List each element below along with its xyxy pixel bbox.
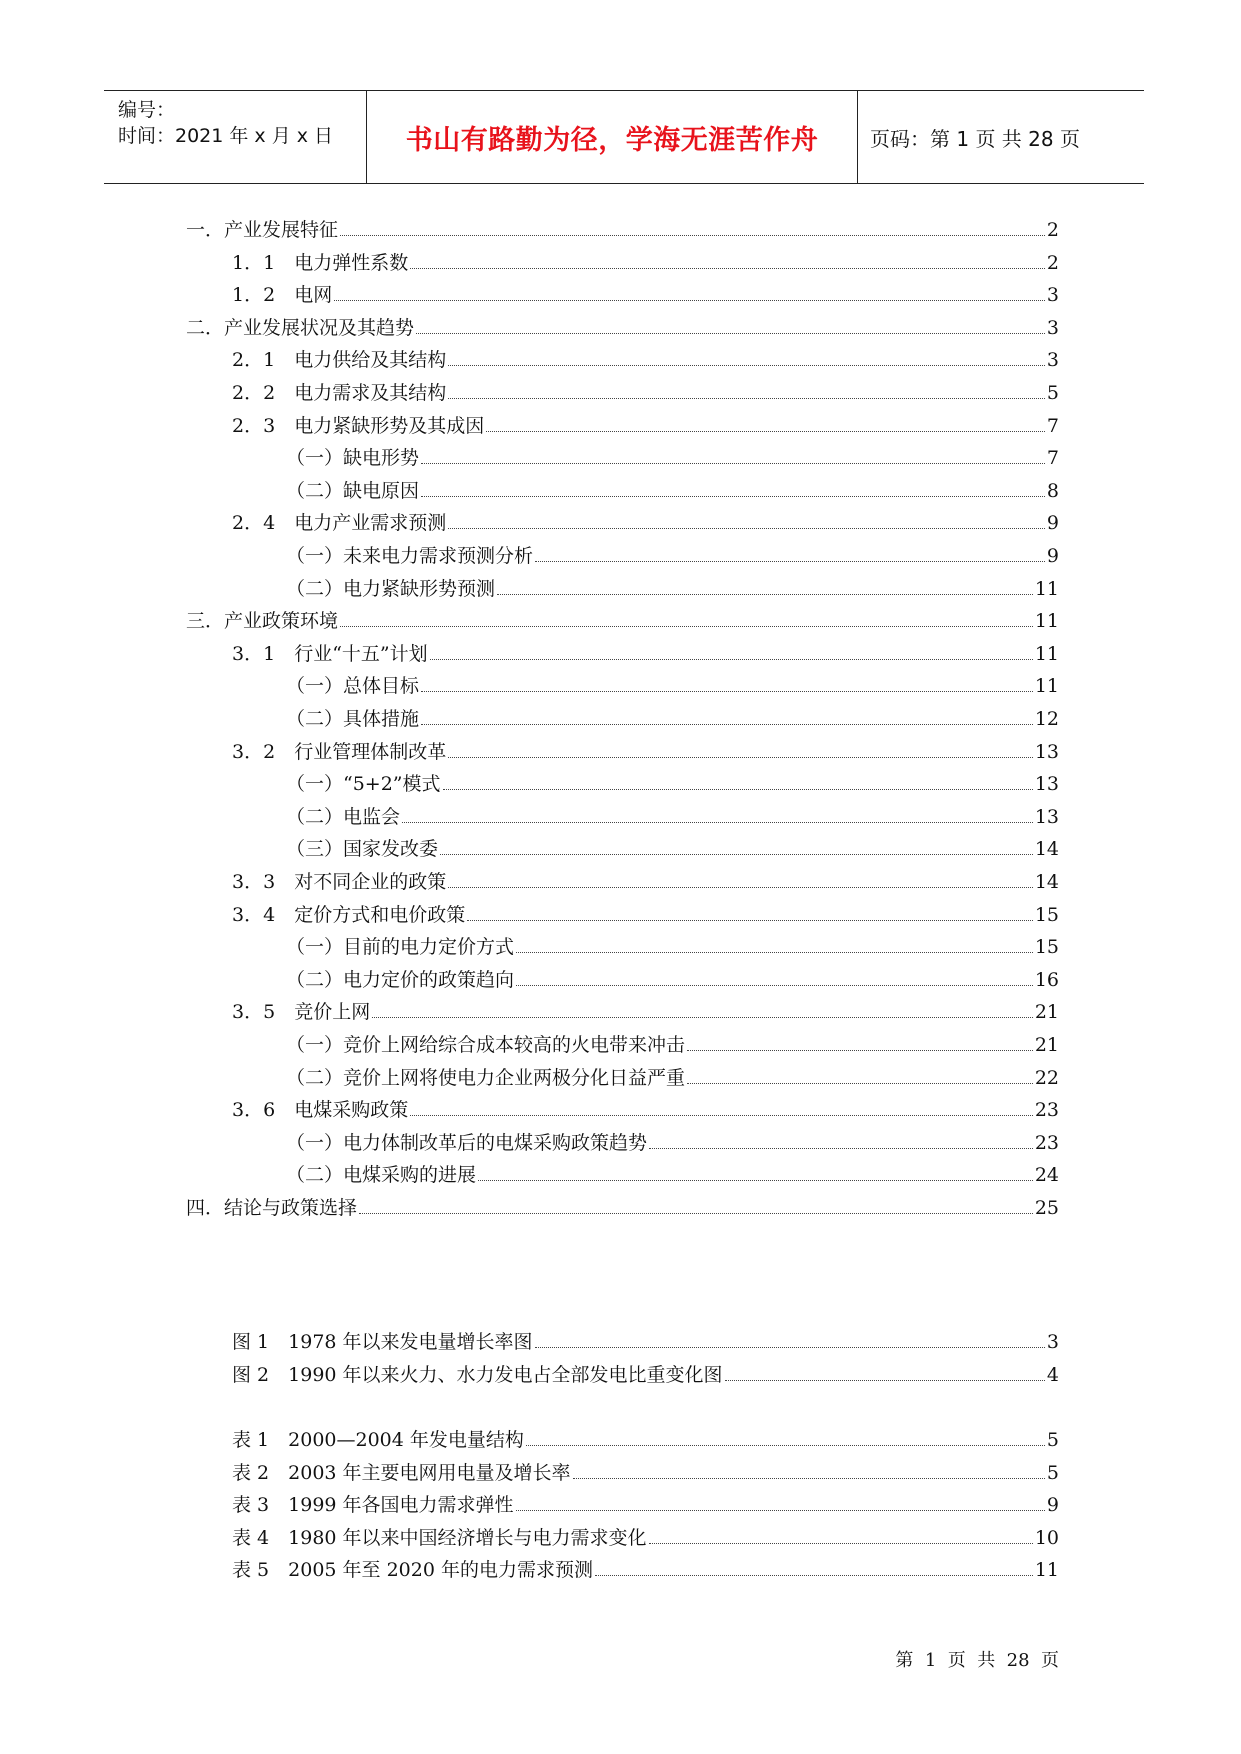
toc-entry[interactable] xyxy=(232,408,1059,438)
entry-title: 行业“十五”计划 xyxy=(294,642,428,665)
entry-page-number: 10 xyxy=(1034,1526,1059,1549)
entry-number: 2．1 xyxy=(232,349,295,372)
entry-number: 3．6 xyxy=(232,1099,295,1122)
entry-page-number: 23 xyxy=(1034,1099,1059,1122)
entry-title: （一）“5+2”模式 xyxy=(286,773,441,796)
dot-leader xyxy=(440,854,1033,855)
table-list-entry[interactable] xyxy=(232,1422,1059,1452)
entry-page-number: 15 xyxy=(1034,903,1059,926)
toc-entry[interactable] xyxy=(286,538,1059,568)
dot-leader xyxy=(649,1543,1033,1544)
entry-title: 电力产业需求预测 xyxy=(294,512,447,535)
figure-list-entry[interactable] xyxy=(232,1357,1059,1387)
entry-page-number: 12 xyxy=(1034,708,1059,730)
dot-leader xyxy=(340,235,1045,236)
toc-entry[interactable] xyxy=(232,342,1059,372)
dot-leader xyxy=(467,920,1033,921)
entry-number: 2．4 xyxy=(232,512,295,535)
dot-leader xyxy=(486,431,1045,432)
toc-entry[interactable] xyxy=(232,734,1059,764)
dot-leader xyxy=(421,724,1033,725)
entry-page-number: 11 xyxy=(1034,610,1059,633)
toc-entry[interactable] xyxy=(286,831,1059,861)
entry-number: 3．4 xyxy=(232,903,295,926)
entry-number: 一． xyxy=(186,219,225,241)
entry-page-number: 5 xyxy=(1046,382,1059,404)
document-number-label: 编号： xyxy=(118,99,176,121)
toc-entry[interactable] xyxy=(286,668,1059,698)
entry-title: 1990 年以来火力、水力发电占全部发电比重变化图 xyxy=(288,1363,723,1386)
entry-title: 1980 年以来中国经济增长与电力需求变化 xyxy=(288,1526,647,1549)
toc-entry[interactable] xyxy=(186,603,1059,633)
entry-title: （一）缺电形势 xyxy=(286,447,420,470)
entry-number: 二． xyxy=(186,316,225,339)
toc-entry[interactable] xyxy=(232,994,1059,1024)
entry-page-number: 15 xyxy=(1034,936,1059,959)
entry-number: 四． xyxy=(186,1197,225,1219)
entry-page-number: 22 xyxy=(1034,1066,1059,1089)
toc-entry[interactable] xyxy=(186,310,1059,340)
entry-number: 1．2 xyxy=(232,284,295,307)
entry-number: 3．5 xyxy=(232,1001,295,1024)
dot-leader xyxy=(421,463,1045,464)
entry-number: 3．1 xyxy=(232,642,295,665)
dot-leader xyxy=(359,1213,1033,1214)
dot-leader xyxy=(421,691,1033,692)
entry-number: 三． xyxy=(186,610,225,633)
dot-leader xyxy=(421,496,1045,497)
toc-entry[interactable] xyxy=(232,245,1059,275)
entry-page-number: 21 xyxy=(1034,1001,1059,1024)
dot-leader xyxy=(443,789,1033,790)
toc-entry[interactable] xyxy=(232,505,1059,535)
dot-leader xyxy=(448,365,1045,366)
entry-title: 结论与政策选择 xyxy=(224,1197,358,1219)
entry-title: （一）未来电力需求预测分析 xyxy=(286,545,534,567)
entry-title: （一）目前的电力定价方式 xyxy=(286,936,515,959)
dot-leader xyxy=(526,1445,1045,1446)
entry-page-number: 24 xyxy=(1034,1164,1059,1187)
entry-page-number: 3 xyxy=(1046,284,1059,307)
toc-entry[interactable] xyxy=(232,277,1059,307)
entry-title: （一）总体目标 xyxy=(286,675,420,698)
toc-entry[interactable] xyxy=(286,701,1059,731)
page-info-text: 页码：第 1 页 共 28 页 xyxy=(870,126,1080,151)
entry-number: 1．1 xyxy=(232,251,295,274)
toc-entry[interactable] xyxy=(286,1060,1059,1090)
header-page-info xyxy=(858,91,1144,183)
entry-number: 表 5 xyxy=(232,1559,289,1582)
entry-page-number: 3 xyxy=(1046,1331,1059,1353)
entry-page-number: 9 xyxy=(1046,545,1059,567)
dot-leader xyxy=(430,659,1033,660)
dot-leader xyxy=(725,1380,1045,1381)
toc-entry[interactable] xyxy=(286,799,1059,829)
page-footer: 第 1 页 共 28 页 xyxy=(895,1650,1059,1671)
entry-title: 1978 年以来发电量增长率图 xyxy=(288,1331,533,1353)
entry-page-number: 11 xyxy=(1034,577,1059,600)
entry-page-number: 5 xyxy=(1046,1461,1059,1484)
dot-leader xyxy=(334,300,1045,301)
dot-leader xyxy=(516,985,1033,986)
entry-title: 2003 年主要电网用电量及增长率 xyxy=(288,1461,571,1484)
toc-entry[interactable] xyxy=(286,962,1059,992)
entry-title: （二）电煤采购的进展 xyxy=(286,1164,477,1187)
dot-leader xyxy=(535,1347,1045,1348)
entry-title: 电网 xyxy=(294,284,333,307)
entry-page-number: 23 xyxy=(1034,1131,1059,1154)
table-list-entry[interactable] xyxy=(232,1455,1059,1485)
entry-number: 2．2 xyxy=(232,382,295,404)
toc-entry[interactable] xyxy=(286,473,1059,503)
entry-number: 图 2 xyxy=(232,1363,289,1386)
entry-title: 电力供给及其结构 xyxy=(294,349,447,372)
entry-page-number: 11 xyxy=(1034,642,1059,665)
toc-entry[interactable] xyxy=(232,375,1059,405)
dot-leader xyxy=(410,1115,1033,1116)
entry-title: （一）电力体制改革后的电煤采购政策趋势 xyxy=(286,1131,648,1154)
entry-page-number: 13 xyxy=(1034,805,1059,828)
entry-title: 电煤采购政策 xyxy=(294,1099,409,1122)
entry-page-number: 7 xyxy=(1046,414,1059,437)
entry-number: 图 1 xyxy=(232,1331,289,1353)
entry-title: 产业政策环境 xyxy=(224,610,339,633)
dot-leader xyxy=(595,1575,1033,1576)
page-header xyxy=(104,90,1144,184)
entry-title: （二）电监会 xyxy=(286,805,401,828)
toc-entry[interactable] xyxy=(286,571,1059,601)
entry-page-number: 21 xyxy=(1034,1034,1059,1056)
figure-list-entry[interactable] xyxy=(232,1324,1059,1354)
entry-title: （二）缺电原因 xyxy=(286,479,420,502)
dot-leader xyxy=(573,1478,1045,1479)
entry-page-number: 13 xyxy=(1034,740,1059,763)
dot-leader xyxy=(649,1148,1033,1149)
entry-title: （二）具体措施 xyxy=(286,708,420,730)
entry-number: 3．3 xyxy=(232,871,295,893)
toc-entry[interactable] xyxy=(232,897,1059,927)
entry-page-number: 25 xyxy=(1034,1197,1059,1219)
entry-page-number: 5 xyxy=(1046,1429,1059,1451)
entry-title: 行业管理体制改革 xyxy=(294,740,447,763)
dot-leader xyxy=(535,561,1045,562)
entry-number: 表 1 xyxy=(232,1429,289,1451)
toc-entry[interactable] xyxy=(232,864,1059,894)
dot-leader xyxy=(448,398,1045,399)
entry-title: （一）竞价上网给综合成本较高的火电带来冲击 xyxy=(286,1034,686,1056)
dot-leader xyxy=(516,1510,1045,1511)
toc-entry[interactable] xyxy=(286,1125,1059,1155)
entry-title: 电力弹性系数 xyxy=(294,251,409,274)
toc-entry[interactable] xyxy=(286,766,1059,796)
dot-leader xyxy=(687,1083,1033,1084)
dot-leader xyxy=(372,1017,1033,1018)
entry-page-number: 2 xyxy=(1046,251,1059,274)
entry-page-number: 3 xyxy=(1046,349,1059,372)
dot-leader xyxy=(410,268,1045,269)
dot-leader xyxy=(448,757,1033,758)
toc-entry[interactable] xyxy=(286,440,1059,470)
entry-page-number: 11 xyxy=(1034,675,1059,698)
toc-entry[interactable] xyxy=(286,929,1059,959)
entry-page-number: 16 xyxy=(1034,968,1059,991)
entry-title: 定价方式和电价政策 xyxy=(294,903,466,926)
entry-number: 表 3 xyxy=(232,1494,289,1517)
entry-page-number: 4 xyxy=(1046,1363,1059,1386)
dot-leader xyxy=(687,1050,1033,1051)
entry-title: 电力需求及其结构 xyxy=(294,382,447,404)
entry-page-number: 9 xyxy=(1046,512,1059,535)
entry-title: （三）国家发改委 xyxy=(286,838,439,861)
entry-page-number: 14 xyxy=(1034,838,1059,861)
toc-entry[interactable] xyxy=(186,212,1059,242)
entry-page-number: 11 xyxy=(1034,1559,1059,1582)
table-list-entry[interactable] xyxy=(232,1520,1059,1550)
entry-page-number: 14 xyxy=(1034,871,1059,893)
toc-entry[interactable] xyxy=(186,1190,1059,1220)
entry-title: 电力紧缺形势及其成因 xyxy=(294,414,485,437)
toc-entry[interactable] xyxy=(286,1027,1059,1057)
entry-page-number: 8 xyxy=(1046,479,1059,502)
table-list-entry[interactable] xyxy=(232,1552,1059,1582)
entry-title: 2000—2004 年发电量结构 xyxy=(288,1429,524,1451)
entry-title: 2005 年至 2020 年的电力需求预测 xyxy=(288,1559,593,1582)
entry-number: 表 2 xyxy=(232,1461,289,1484)
header-meta xyxy=(104,91,367,183)
entry-title: 竞价上网 xyxy=(294,1001,371,1024)
entry-page-number: 7 xyxy=(1046,447,1059,470)
entry-title: （二）电力紧缺形势预测 xyxy=(286,577,496,600)
dot-leader xyxy=(497,594,1033,595)
header-motto xyxy=(367,91,858,183)
entry-page-number: 2 xyxy=(1046,219,1059,241)
entry-number: 2．3 xyxy=(232,414,295,437)
dot-leader xyxy=(448,528,1045,529)
entry-title: （二）竞价上网将使电力企业两极分化日益严重 xyxy=(286,1066,686,1089)
motto-text: 书山有路勤为径，学海无涯苦作舟 xyxy=(405,124,819,156)
dot-leader xyxy=(416,333,1045,334)
dot-leader xyxy=(448,887,1033,888)
entry-page-number: 3 xyxy=(1046,316,1059,339)
dot-leader xyxy=(402,822,1033,823)
toc-entry[interactable] xyxy=(232,636,1059,666)
toc-entry[interactable] xyxy=(232,1092,1059,1122)
entry-title: 1999 年各国电力需求弹性 xyxy=(288,1494,514,1517)
document-time-label: 时间：2021 年 x 月 x 日 xyxy=(118,125,334,147)
entry-page-number: 9 xyxy=(1046,1494,1059,1517)
entry-page-number: 13 xyxy=(1034,773,1059,796)
entry-number: 表 4 xyxy=(232,1526,289,1549)
entry-number: 3．2 xyxy=(232,740,295,763)
dot-leader xyxy=(516,952,1033,953)
dot-leader xyxy=(478,1180,1033,1181)
entry-title: 产业发展特征 xyxy=(224,219,339,241)
toc-entry[interactable] xyxy=(286,1157,1059,1187)
dot-leader xyxy=(340,626,1033,627)
table-list-entry[interactable] xyxy=(232,1487,1059,1517)
entry-title: 对不同企业的政策 xyxy=(294,871,447,893)
entry-title: （二）电力定价的政策趋向 xyxy=(286,968,515,991)
entry-title: 产业发展状况及其趋势 xyxy=(224,316,415,339)
